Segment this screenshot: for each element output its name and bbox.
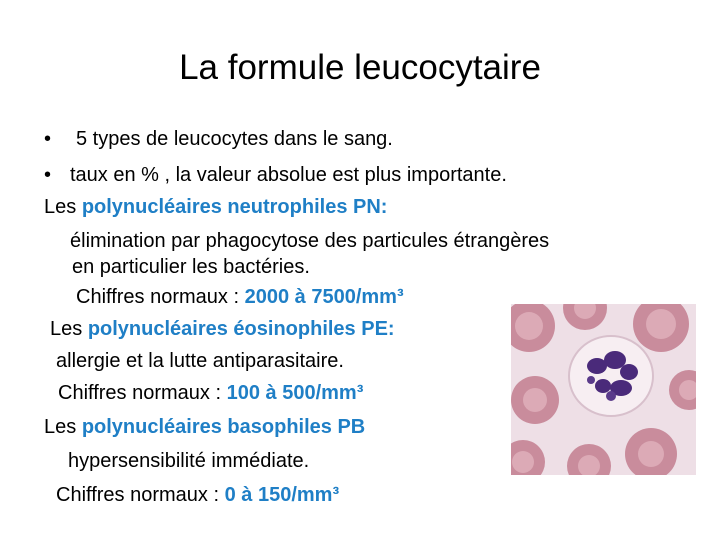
neutrophil-description-2: en particulier les bactéries. — [72, 256, 310, 278]
eosinophil-normal-values — [58, 380, 363, 406]
eosinophil-description: allergie et la lutte antiparasitaire. — [56, 350, 344, 372]
normal-value: 0 à 150/mm³ — [224, 484, 340, 506]
basophil-name: polynucléaires basophiles PB — [81, 416, 366, 438]
bullet-text: 5 types de leucocytes dans le sang. — [76, 128, 393, 150]
eosinophil-cell — [569, 336, 653, 416]
normal-value: 100 à 500/mm³ — [226, 382, 364, 404]
slide-title: La formule leucocytaire — [179, 48, 541, 87]
basophil-heading — [44, 414, 365, 440]
neutrophil-heading — [44, 194, 387, 220]
heading-prefix: Les — [50, 318, 88, 340]
neutrophil-name: polynucléaires neutrophiles PN: — [81, 196, 388, 218]
heading-prefix: Les — [44, 416, 82, 438]
neutrophil-description: élimination par phagocytose des particules étrangères — [70, 230, 550, 252]
heading-prefix: Les — [44, 196, 82, 218]
basophil-description: hypersensibilité immédiate. — [68, 450, 310, 472]
normal-label: Chiffres normaux : — [56, 484, 225, 506]
bullet-dot-icon: • — [44, 128, 52, 150]
bullet-dot-icon: • — [44, 164, 52, 186]
micrograph-svg — [511, 304, 696, 475]
basophil-normal-values — [56, 482, 339, 508]
neutrophil-normal-values — [76, 284, 404, 310]
eosinophil-name: polynucléaires éosinophiles PE: — [87, 318, 395, 340]
eosinophil-micrograph — [511, 304, 696, 475]
bullet-text: taux en % , la valeur absolue est plus importante. — [70, 164, 507, 186]
normal-label: Chiffres normaux : — [76, 286, 245, 308]
normal-label: Chiffres normaux : — [58, 382, 227, 404]
eosinophil-heading — [50, 316, 395, 342]
normal-value: 2000 à 7500/mm³ — [244, 286, 404, 308]
